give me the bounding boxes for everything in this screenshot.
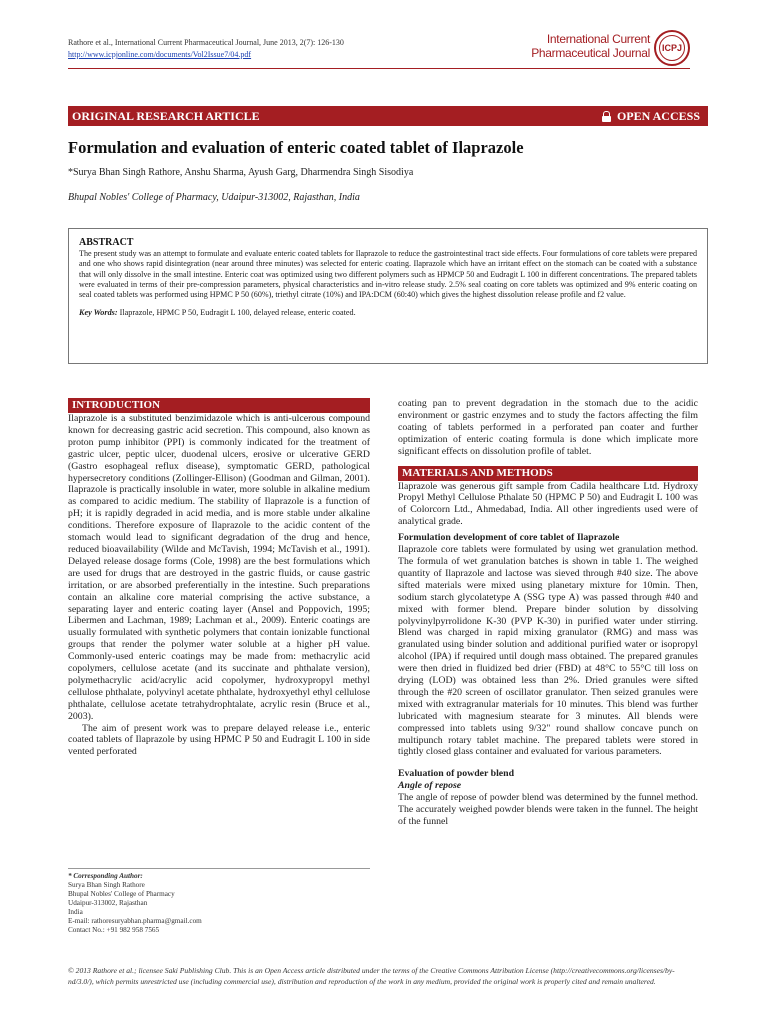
affiliation: Bhupal Nobles' College of Pharmacy, Udaipur-313002, Rajasthan, India <box>68 192 360 203</box>
left-column <box>68 398 370 758</box>
article-type-banner <box>68 106 708 126</box>
keywords-list: Ilaprazole, HPMC P 50, Eudragit L 100, delayed release, enteric coated. <box>119 308 356 318</box>
methods-paragraph-2: Ilaprazole core tablets were formulated by using wet granulation method. The formula of wet granulation batches is shown in table 1. The weighed quantity of Ilaprazole and lactose was sieved through #40 size. The above sifted materials were mixed using planetary mixture for 10min. Then, sodium starch glycolatetype A (SSG type A) was passed through #40 and mixed with former blend. Prepare binder solution by dissolving polyvinylpyrrolidone K-30 (PVP K-30) in purified water under stirring. Blend was charged in rapid mixing granulator (RMG) and mass was granulated using binder solution and additional purified water or isopropyl alcohol (IPA) if required until dough mass obtained. The prepared granules were then dried in fluidized bed drier (FBD) at 48°C to 55°C till loss on drying (LOD) was obtained less than 2%. Dried granules were sifted through the #20 screen of oscillator granulator. Then seized granules were mixed with extragranular materials for 10 minutes. This blend was further lubricated with magnesium stearate for 3 minutes. All blends were compressed into tablets using 9/32" round shallow concave punch on multipunch rotary tablet machine. The prepared tablets were stored in tightly closed glass container and evaluated for various parameters. <box>398 544 698 758</box>
open-access-label: OPEN ACCESS <box>616 108 700 123</box>
abstract-box <box>68 228 708 364</box>
keywords-label: Key Words: <box>79 308 118 318</box>
journal-name-line1: International Current <box>546 32 650 46</box>
license-footer: © 2013 Rathore et al.; licensee Saki Publishing Club. This is an Open Access article distributed under the terms of the Creative Commons Attribution License (http://creativecommons.org/licenses/by-nd/3.0/), which permits unrestricted use (including commercial use), distribution and reproduction of the work in any medium, provided the original work is properly cited and remain unaltered. <box>68 966 675 986</box>
introduction-heading: INTRODUCTION <box>68 398 370 413</box>
abstract-heading: ABSTRACT <box>79 237 134 248</box>
corresponding-author-label: * Corresponding Author: <box>68 872 143 880</box>
corresponding-author-email[interactable]: E-mail: rathoresuryabhan.pharma@gmail.com <box>68 917 202 925</box>
abstract-text: The present study was an attempt to formulate and evaluate enteric coated tablets for Ilaprazole to reduce the gastrointestinal tract side effects. Four formulations of core tablets were prepared and one who shows rapid disintegration (near around three minutes) was selected for enteric coating. Ilaprazole which have an irritant effect on the stomach can be coated with a substance that will only dissolve in the small intestine. Enteric coat was optimized using two different polymers such as HPMCP 50 and Eudragit L 100 in different concentrations. The prepared tablets were evaluated in terms of their pre-compression parameters, physical characteristics and in-vitro release study. 2.5% seal coating on core tablets was optimized and 9% enteric coating on seal coated tablets was performed using HPMC P 50 (60%), triethyl citrate (10%) and IPA:DCM (60:40) which gives the highest dissolution release profile and f2 value. <box>79 249 697 300</box>
corresponding-author-org: Bhupal Nobles' College of Pharmacy <box>68 890 175 898</box>
corresponding-author-block <box>68 868 370 935</box>
open-lock-icon <box>602 111 611 122</box>
methods-heading: MATERIALS AND METHODS <box>398 466 698 481</box>
introduction-paragraph-1: Ilaprazole is a substituted benzimidazole which is anti-ulcerous compound known for decreasing gastric acid secretion. This compound, also known as proton pump inhibitor (PPI) is commonly indicated for the treatment of gastric ulcer, peptic ulcer, duodenal ulcers, erosive or ulcerative GERD (Gastro esophageal reflux disease), symptomatic GERD, pathological hypersecretory conditions (Zollinger-Ellison) (Goodman and Gilman, 2001). Ilaprazole is practically insoluble in water, more soluble in alkaline medium as compared to acidic medium. The stability of Ilaprazole is a function of pH; it is rapidly degraded in acid media, and is more stable under alkaline conditions. Therefore exposure of Ilaprazole to the acidic content of the stomach would lead to significant degradation of the drug and hence, reduced bioavailability (Wilde and McTavish, 1994; McTavish et al., 1991). Delayed release dosage forms (Cole, 1998) are the best formulations which are used for drugs that are destroyed in the gastric fluids, or cause gastric irritation, or are absorbed preferentially in the intestine. Such preparations contain an alkaline core material comprising the active substance, a separating layer and enteric coating layer (Ansel and Poppovich, 1995; Libermen and Lachman, 1989; Lachman et al., 2009). Enteric coatings are usually formulated with synthetic polymers that contain ionizable functional groups that render the polymer water soluble at a higher pH value. Commonly-used enteric coatings may be made from: methacrylic acid copolymers, cellulose acetate (and its succinate and phthalate version), polymethacrylic acid/acrylic acid copolymer, hydroxypropyl methyl cellulose phthalate, polyvinyl acetate phthalate, hydroxyethyl ethyl cellulose phthalate, cellulose acetate tetrahydrophtalate, acrylic resin (Bruce et al., 2003). <box>68 413 370 722</box>
article-type-label: ORIGINAL RESEARCH ARTICLE <box>72 108 260 123</box>
corresponding-author-name: Surya Bhan Singh Rathore <box>68 881 145 889</box>
right-column <box>398 398 698 828</box>
keywords <box>79 308 697 317</box>
methods-paragraph-3: The angle of repose of powder blend was determined by the funnel method. The accurately weighed powder blends were taken in the funnel. The height of the funnel <box>398 792 698 827</box>
corresponding-author-contact: Contact No.: +91 982 958 7565 <box>68 926 160 934</box>
corresponding-author-city: Udaipur-313002, Rajasthan <box>68 899 148 907</box>
angle-of-repose-subheading: Angle of repose <box>398 780 462 792</box>
methods-paragraph-1: Ilaprazole was generous gift sample from Cadila healthcare Ltd. Hydroxy Propyl Methyl Cellulose Pthalate 50 (HPMC P 50) and Eudragit L 100 was of Colorcorn Ltd., Ahmedabad, India. All other ingredients used were of analytical grade. <box>398 480 698 528</box>
introduction-paragraph-2: The aim of present work was to prepare delayed release i.e., enteric coated tablets of Ilaprazole by using HPMC P 50 and Eudragit L 100 in side vented perforated <box>68 722 370 758</box>
powder-blend-subheading: Evaluation of powder blend <box>398 768 515 780</box>
corresponding-author-country: India <box>68 908 83 916</box>
logo-text: ICPJ <box>661 43 682 53</box>
citation-line: Rathore et al., International Current Pharmaceutical Journal, June 2013, 2(7): 126-130 <box>68 38 344 47</box>
core-tablet-subheading: Formulation development of core tablet of Ilaprazole <box>398 532 620 544</box>
logo-inner-ring <box>659 35 685 61</box>
journal-logo-icon <box>654 30 690 66</box>
article-title: Formulation and evaluation of enteric coated tablet of Ilaprazole <box>68 138 524 157</box>
open-access-badge <box>602 109 700 124</box>
header-divider <box>68 68 690 69</box>
author-list: *Surya Bhan Singh Rathore, Anshu Sharma, Ayush Garg, Dharmendra Singh Sisodiya <box>68 167 414 178</box>
introduction-paragraph-2-continued: coating pan to prevent degradation in the stomach due to the acidic environment or gastric enzymes and to study the factors affecting the film coating of tablets performed in a perforated pan coater and further optimization of enteric coating formula is done which implicate more significant effects on dissolution profile of tablet. <box>398 398 698 457</box>
article-url-link[interactable]: http://www.icpjonline.com/documents/Vol2Issue7/04.pdf <box>68 50 252 59</box>
journal-name-line2: Pharmaceutical Journal <box>531 46 650 60</box>
journal-name <box>490 32 650 60</box>
